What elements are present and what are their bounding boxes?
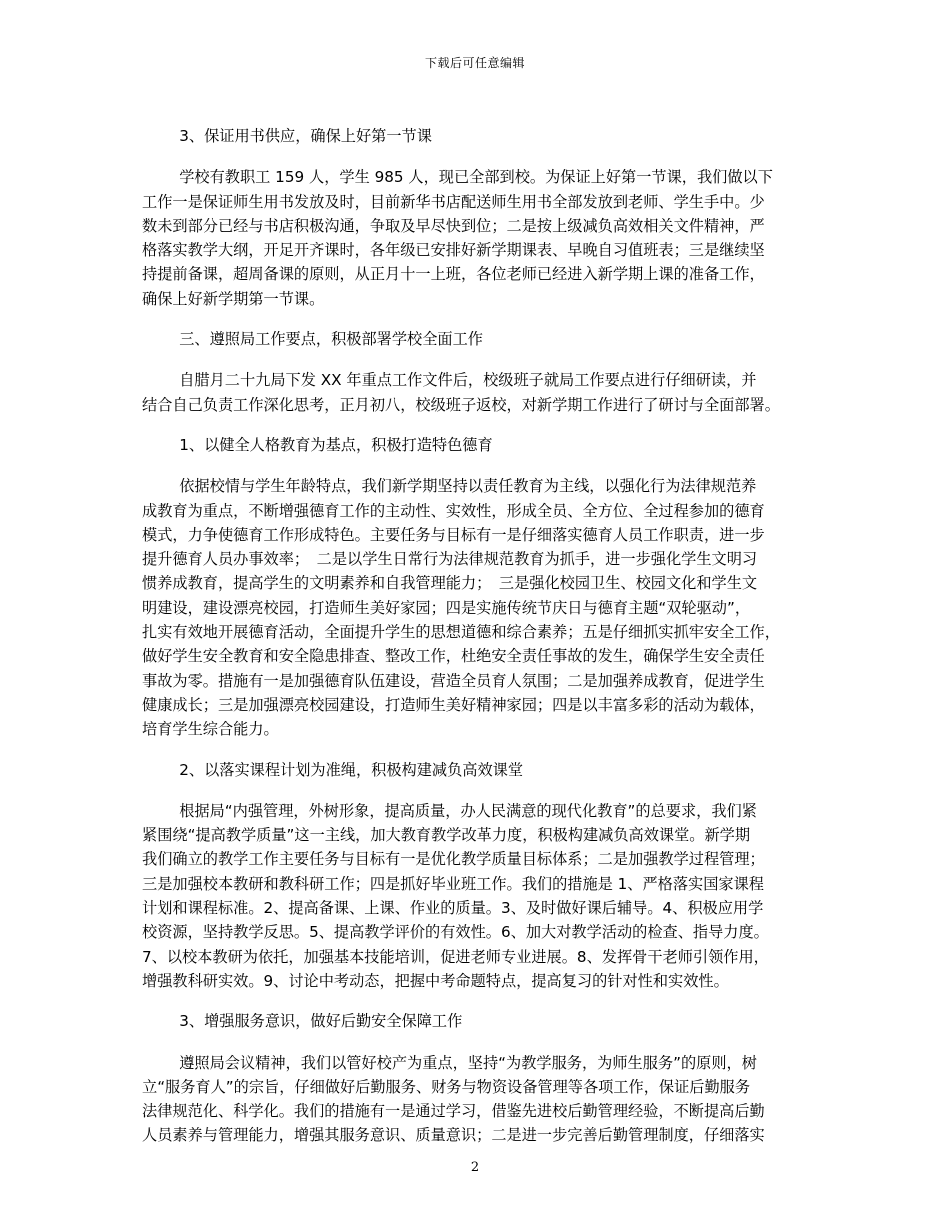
text-line: 做好学生安全教育和安全隐患排查、整改工作，杜绝安全责任事故的发生，确保学生安全责任 [142, 647, 765, 666]
page-number: 2 [470, 1160, 480, 1175]
page-header: 下载后可任意编辑 [424, 56, 525, 70]
section-heading-moral-education: 1、以健全人格教育为基点，积极打造特色德育 [179, 435, 493, 454]
text-line: 自腊月二十九局下发 XX 年重点工作文件后，校级班子就局工作要点进行仔细研读，并 [179, 371, 757, 390]
text-line: 模式，力争使德育工作形成特色。主要任务与目标有一是仔细落实德育人员工作职责，进一步 [142, 525, 765, 544]
section-heading-logistics: 3、增强服务意识，做好后勤安全保障工作 [179, 1012, 463, 1031]
section-heading-work-plan: 三、遵照局工作要点，积极部署学校全面工作 [179, 330, 483, 349]
text-line: 增强教科研实效。9、讨论中考动态，把握中考命题特点，提高复习的针对性和实效性。 [142, 971, 729, 990]
text-line: 紧围绕“提高教学质量”这一主线，加大教育教学改革力度，积极构建减负高效课堂。新学期 [142, 826, 751, 845]
document-body [142, 124, 810, 1164]
text-line: 培育学生综合能力。 [142, 720, 279, 739]
text-line: 7、以校本教研为依托，加强基本技能培训，促进老师专业进展。8、发挥骨干老师引领作用， [142, 947, 769, 966]
text-line: 依据校情与学生年龄特点，我们新学期坚持以责任教育为主线，以强化行为法律规范养 [179, 477, 757, 496]
section-heading-book-supply: 3、保证用书供应，确保上好第一节课 [179, 127, 432, 145]
text-line: 提升德育人员办事效率； 二是以学生日常行为法律规范教育为抓手，进一步强化学生文明习 [142, 550, 758, 569]
text-line: 校资源，坚持教学反思。5、提高教学评价的有效性。6、加大对教学活动的检查、指导力度。 [142, 923, 769, 942]
text-line: 成教育为重点，不断增强德育工作的主动性、实效性，形成全员、全方位、全过程参加的德育 [142, 501, 765, 520]
paragraph-curriculum [142, 799, 810, 993]
text-line: 惯养成教育，提高学生的文明素养和自我管理能力； 三是强化校园卫生、校园文化和学生文 [142, 574, 758, 593]
text-line: 事故为零。措施有一是加强德育队伍建设，营造全员育人氛围；二是加强养成教育，促进学生 [142, 671, 765, 690]
text-line: 计划和课程标准。2、提高备课、上课、作业的质量。3、及时做好课后辅导。4、积极应用学 [142, 899, 764, 918]
text-line: 格落实教学大纲，开足开齐课时，各年级已安排好新学期课表、早晚自习值班表；三是继续坚 [142, 241, 765, 260]
text-line: 我们确立的教学工作主要任务与目标有一是优化教学质量目标体系；二是加强教学过程管理； [142, 850, 765, 869]
text-line: 三是加强校本教研和教科研工作；四是抓好毕业班工作。我们的措施是 1、严格落实国家课程 [142, 874, 764, 893]
paragraph-moral-education [142, 474, 810, 741]
text-line: 确保上好新学期第一节课。 [142, 289, 325, 308]
text-line: 根据局“内强管理，外树形象，提高质量，办人民满意的现代化教育”的总要求，我们紧 [179, 801, 757, 820]
text-line: 人员素养与管理能力，增强其服务意识、质量意识；二是进一步完善后勤管理制度，仔细落实 [142, 1126, 765, 1145]
text-line: 明建设，建设漂亮校园，打造师生美好家园；四是实施传统节庆日与德育主题“双轮驱动”， [142, 598, 751, 617]
paragraph-logistics [142, 1051, 810, 1148]
text-line: 持提前备课，超周备课的原则，从正月十一上班，各位老师已经进入新学期上课的准备工作， [142, 265, 765, 284]
text-line: 学校有教职工 159 人，学生 985 人，现已全部到校。为保证上好第一节课，我们做以下 [179, 168, 773, 187]
text-line: 法律规范化、科学化。我们的措施有一是通过学习，借鉴先进校后勤管理经验，不断提高后勤 [142, 1102, 765, 1121]
text-line: 立“服务育人”的宗旨，仔细做好后勤服务、财务与物资设备管理等各项工作，保证后勤服务 [142, 1077, 751, 1096]
text-line: 扎实有效地开展德育活动，全面提升学生的思想道德和综合素养；五是仔细抓实抓牢安全工作， [142, 623, 780, 642]
text-line: 健康成长；三是加强漂亮校园建设，打造师生美好精神家园；四是以丰富多彩的活动为载体， [142, 695, 765, 714]
section-heading-curriculum: 2、以落实课程计划为准绳，积极构建减负高效课堂 [179, 760, 524, 779]
paragraph-book-supply [142, 165, 810, 311]
text-line: 遵照局会议精神，我们以管好校产为重点，坚持“为教学服务，为师生服务”的原则，树 [179, 1053, 757, 1072]
text-line: 数未到部分已经与书店积极沟通，争取及早尽快到位；二是按上级减负高效相关文件精神，严 [142, 216, 765, 235]
text-line: 结合自己负责工作深化思考，正月初八，校级班子返校，对新学期工作进行了研讨与全面部署。 [142, 395, 780, 414]
paragraph-work-plan [142, 368, 810, 417]
text-line: 工作一是保证师生用书发放及时，目前新华书店配送师生用书全部发放到老师、学生手中。少 [142, 192, 765, 211]
